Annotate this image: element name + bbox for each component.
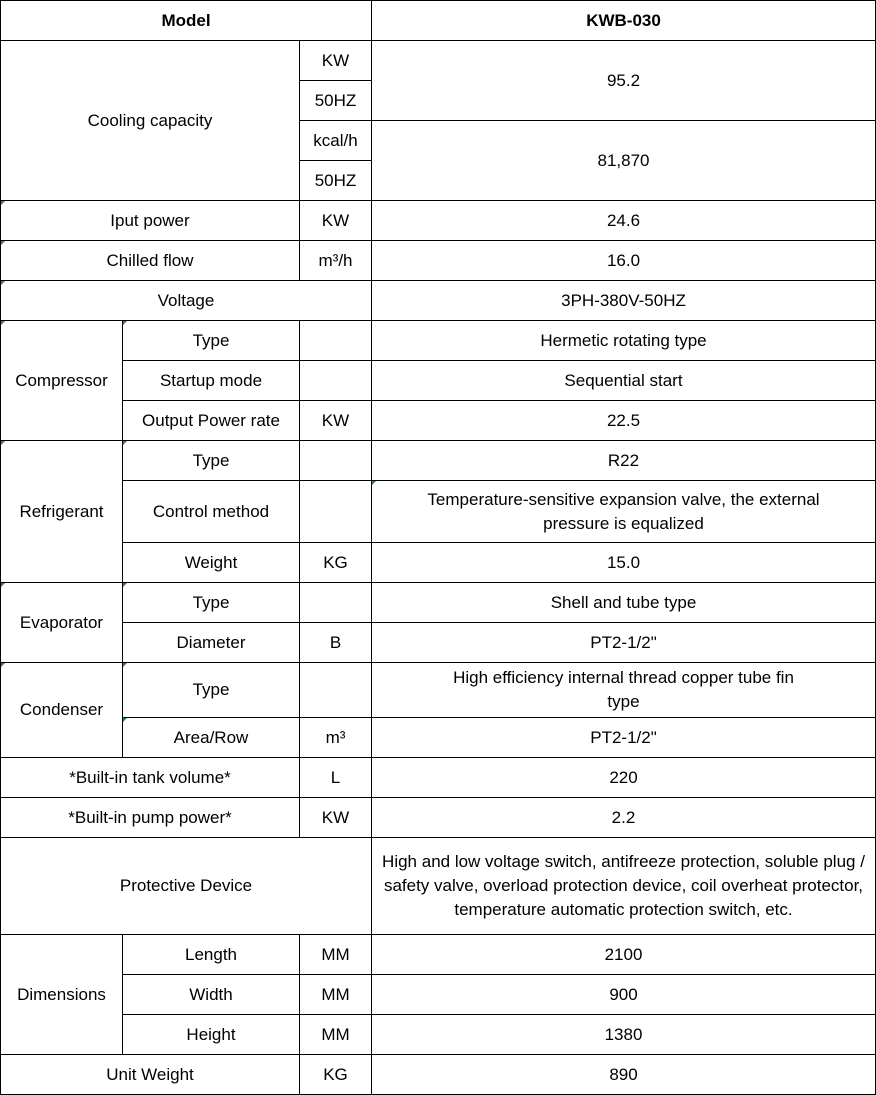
refrigerant-control-value: Temperature-sensitive expansion valve, the external pressure is equalized: [372, 481, 876, 543]
dimensions-width-label: Width: [123, 975, 300, 1015]
input-power-value: 24.6: [372, 201, 876, 241]
pump-row: [1, 798, 876, 838]
dimensions-length-row: [1, 935, 876, 975]
chilled-flow-unit: m³/h: [300, 241, 372, 281]
cooling-freq-1: 50HZ: [300, 81, 372, 121]
pump-unit: KW: [300, 798, 372, 838]
cooling-freq-2: 50HZ: [300, 161, 372, 201]
refrigerant-control-label: Control method: [123, 481, 300, 543]
voltage-label: Voltage: [1, 281, 372, 321]
chilled-flow-label: Chilled flow: [1, 241, 300, 281]
cooling-value-kw: 95.2: [372, 41, 876, 121]
condenser-type-unit: [300, 663, 372, 718]
refrigerant-type-unit: [300, 441, 372, 481]
input-power-unit: KW: [300, 201, 372, 241]
pump-value: 2.2: [372, 798, 876, 838]
voltage-value: 3PH-380V-50HZ: [372, 281, 876, 321]
evaporator-label: Evaporator: [1, 583, 123, 663]
compressor-power-row: [1, 401, 876, 441]
dimensions-width-unit: MM: [300, 975, 372, 1015]
condenser-area-unit: m³: [300, 718, 372, 758]
compressor-startup-unit: [300, 361, 372, 401]
cooling-row-1: [1, 41, 876, 81]
refrigerant-weight-row: [1, 543, 876, 583]
model-value: KWB-030: [372, 1, 876, 41]
chilled-flow-value: 16.0: [372, 241, 876, 281]
cooling-unit-kw: KW: [300, 41, 372, 81]
refrigerant-weight-value: 15.0: [372, 543, 876, 583]
dimensions-height-unit: MM: [300, 1015, 372, 1055]
dimensions-length-value: 2100: [372, 935, 876, 975]
dimensions-width-value: 900: [372, 975, 876, 1015]
input-power-label: Iput power: [1, 201, 300, 241]
evaporator-diameter-row: [1, 623, 876, 663]
protective-label: Protective Device: [1, 838, 372, 935]
compressor-label: Compressor: [1, 321, 123, 441]
protective-value: High and low voltage switch, antifreeze protection, soluble plug / safety valve, overload protection device, coil overheat protector, temperature automatic protection switch, etc.: [372, 838, 876, 935]
pump-label: *Built-in pump power*: [1, 798, 300, 838]
condenser-area-label: Area/Row: [123, 718, 300, 758]
refrigerant-type-row: [1, 441, 876, 481]
evaporator-diameter-value: PT2-1/2": [372, 623, 876, 663]
dimensions-height-value: 1380: [372, 1015, 876, 1055]
unit-weight-label: Unit Weight: [1, 1055, 300, 1095]
model-header: Model: [1, 1, 372, 41]
condenser-type-value: High efficiency internal thread copper tube fin type: [372, 663, 876, 718]
refrigerant-label: Refrigerant: [1, 441, 123, 583]
dimensions-length-label: Length: [123, 935, 300, 975]
compressor-type-label: Type: [123, 321, 300, 361]
condenser-label: Condenser: [1, 663, 123, 758]
dimensions-height-row: [1, 1015, 876, 1055]
tank-row: [1, 758, 876, 798]
condenser-type-label: Type: [123, 663, 300, 718]
evaporator-type-value: Shell and tube type: [372, 583, 876, 623]
protective-row: [1, 838, 876, 935]
compressor-power-unit: KW: [300, 401, 372, 441]
voltage-row: [1, 281, 876, 321]
refrigerant-weight-label: Weight: [123, 543, 300, 583]
compressor-power-value: 22.5: [372, 401, 876, 441]
evaporator-type-unit: [300, 583, 372, 623]
cooling-unit-kcal: kcal/h: [300, 121, 372, 161]
evaporator-type-row: [1, 583, 876, 623]
condenser-area-row: [1, 718, 876, 758]
compressor-type-row: [1, 321, 876, 361]
evaporator-type-label: Type: [123, 583, 300, 623]
unit-weight-row: [1, 1055, 876, 1095]
refrigerant-weight-unit: KG: [300, 543, 372, 583]
dimensions-height-label: Height: [123, 1015, 300, 1055]
condenser-area-value: PT2-1/2": [372, 718, 876, 758]
compressor-startup-row: [1, 361, 876, 401]
compressor-power-label: Output Power rate: [123, 401, 300, 441]
compressor-type-value: Hermetic rotating type: [372, 321, 876, 361]
cooling-value-kcal: 81,870: [372, 121, 876, 201]
refrigerant-control-row: [1, 481, 876, 543]
refrigerant-type-label: Type: [123, 441, 300, 481]
dimensions-width-row: [1, 975, 876, 1015]
compressor-startup-value: Sequential start: [372, 361, 876, 401]
refrigerant-control-unit: [300, 481, 372, 543]
cooling-label: Cooling capacity: [1, 41, 300, 201]
refrigerant-type-value: R22: [372, 441, 876, 481]
evaporator-diameter-label: Diameter: [123, 623, 300, 663]
tank-value: 220: [372, 758, 876, 798]
unit-weight-unit: KG: [300, 1055, 372, 1095]
compressor-startup-label: Startup mode: [123, 361, 300, 401]
compressor-type-unit: [300, 321, 372, 361]
condenser-type-row: [1, 663, 876, 718]
chilled-flow-row: [1, 241, 876, 281]
dimensions-label: Dimensions: [1, 935, 123, 1055]
unit-weight-value: 890: [372, 1055, 876, 1095]
dimensions-length-unit: MM: [300, 935, 372, 975]
tank-unit: L: [300, 758, 372, 798]
input-power-row: [1, 201, 876, 241]
tank-label: *Built-in tank volume*: [1, 758, 300, 798]
evaporator-diameter-unit: B: [300, 623, 372, 663]
header-row: [1, 1, 876, 41]
